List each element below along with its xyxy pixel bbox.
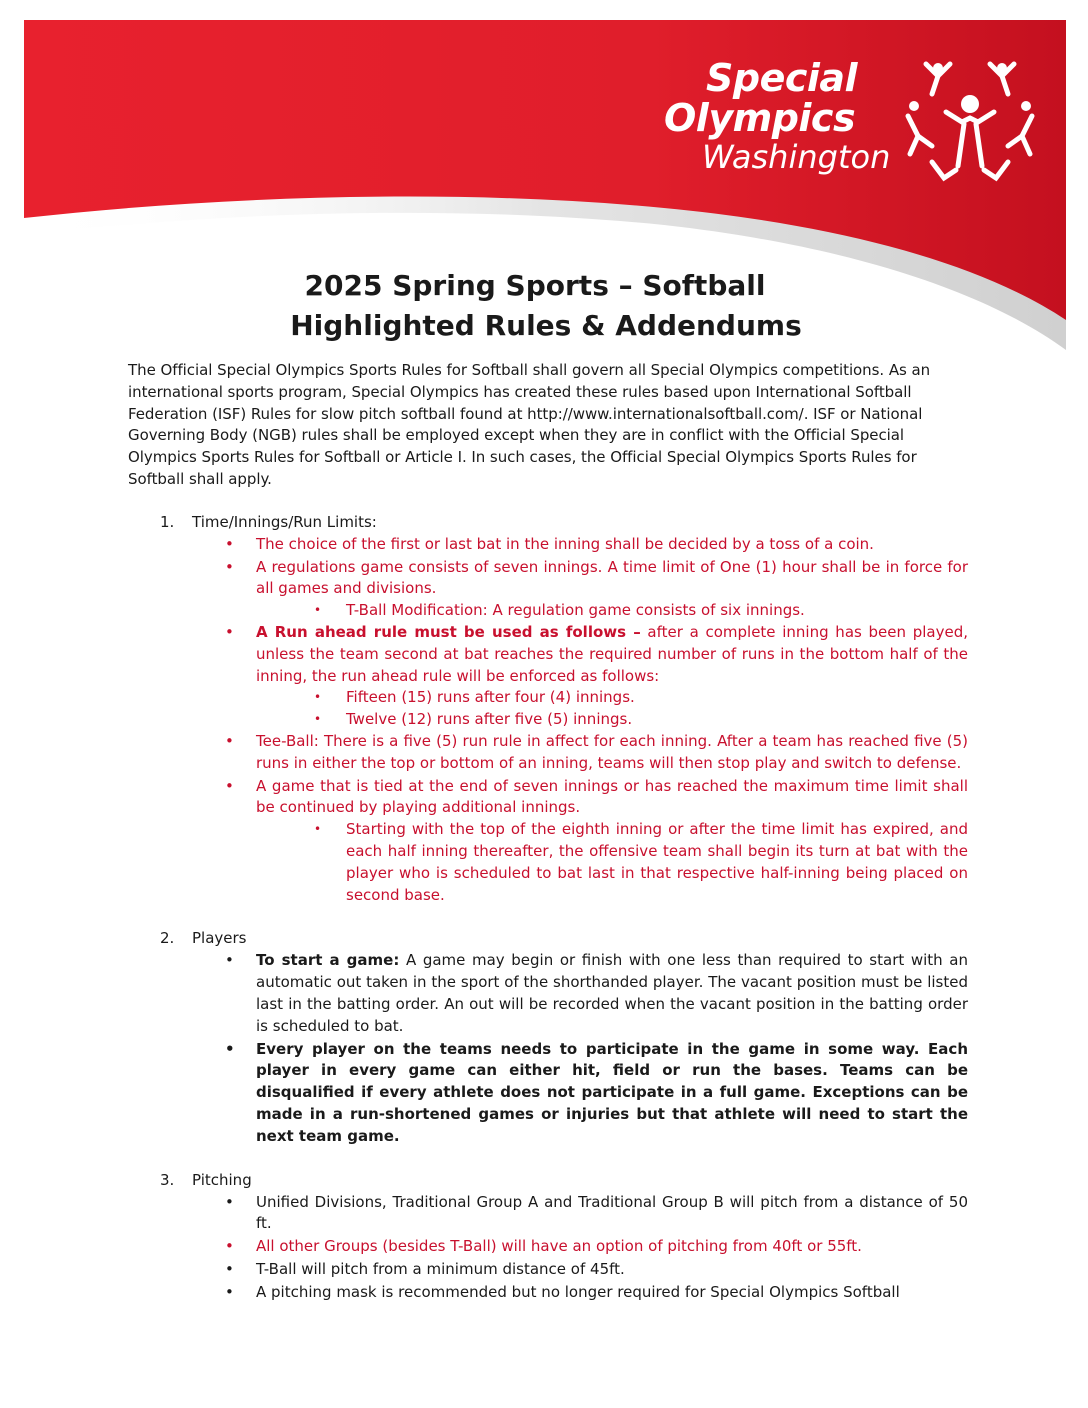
rule-item: • A game that is tied at the end of seven innings or has reached the maximum time limit shall be continued by playing additional innings. [128, 776, 968, 820]
section-pitching [128, 1170, 968, 1304]
rule-text: after a complete inning has been played, unless the team second at bat reaches the required number of runs in the bottom half of the inning, the run ahead rule will be enforced as follows: [256, 622, 968, 685]
rule-item: • Tee-Ball: There is a five (5) run rule in affect for each inning. After a team has reached five (5) runs in either the top or bottom of an inning, teams will then stop play and switch to defense. [128, 731, 968, 775]
rule-lead: To start a game: [256, 951, 400, 970]
sub-rule-item: • Twelve (12) runs after five (5) innings. [128, 709, 968, 731]
intro-paragraph: The Official Special Olympics Sports Rules for Softball shall govern all Special Olympics competitions. As an international sports program, Special Olympics has created these rules based upon International Softball Federation (ISF) Rules for slow pitch softball found at http://www.internationalsoftball.com/. ISF or National Governing Body (NGB) rules shall be employed except when they are in conflict with the Official Special Olympics Sports Rules for Softball or Article I. In such cases, the Official Special Olympics Sports Rules for Softball shall apply. [128, 361, 931, 488]
section-number: 1. [160, 512, 175, 531]
rule-list [128, 534, 968, 907]
section-title: Players [192, 929, 247, 948]
title-line-1: 2025 Spring Sports – Softball [304, 269, 766, 302]
sub-rule-item: • Fifteen (15) runs after four (4) innings. [128, 687, 968, 709]
rule-item: • The choice of the first or last bat in the inning shall be decided by a toss of a coin. [128, 534, 968, 556]
rule-item: • All other Groups (besides T-Ball) will have an option of pitching from 40ft or 55ft. [128, 1236, 968, 1258]
section-heading [128, 512, 968, 534]
brand-line-2: Olympics [664, 96, 856, 140]
section-number: 3. [160, 1170, 175, 1189]
brand-line-3: Washington [702, 138, 891, 176]
page-title [0, 266, 1088, 346]
sub-rule-item: • Starting with the top of the eighth inning or after the time limit has expired, and each half inning thereafter, the offensive team shall begin its turn at bat with the player who is scheduled to bat last in that respective half-inning being placed on second base. [128, 819, 968, 906]
rule-item [128, 950, 968, 1037]
rule-item: • A pitching mask is recommended but no longer required for Special Olympics Softball [128, 1282, 968, 1304]
rule-text: A game may begin or finish with one less than required to start with an automatic out taken in the sport of the shorthanded player. The vacant position must be listed last in the batting order. An out will be recorded when the vacant position in the batting order is scheduled to bat. [256, 951, 968, 1035]
rule-item [128, 622, 968, 687]
document-body [128, 360, 968, 1303]
section-title: Pitching [192, 1170, 252, 1189]
section-time-innings [128, 512, 968, 907]
rule-item: • Unified Divisions, Traditional Group A and Traditional Group B will pitch from a distance of 50 ft. [128, 1192, 968, 1236]
section-heading [128, 928, 968, 950]
special-olympics-logo-icon [902, 54, 1038, 190]
brand-wordmark [664, 58, 890, 176]
section-heading [128, 1170, 968, 1192]
rule-lead: A Run ahead rule must be used as follows – [256, 622, 641, 641]
rule-item: • A regulations game consists of seven innings. A time limit of One (1) hour shall be in force for all games and divisions. [128, 557, 968, 601]
rule-item: • T-Ball will pitch from a minimum distance of 45ft. [128, 1259, 968, 1281]
rule-item: • Every player on the teams needs to participate in the game in some way. Each player in every game can either hit, field or run the bases. Teams can be disqualified if every athlete does not participate in a full game. Exceptions can be made in a run-shortened games or injuries but that athlete will need to start the next team game. [128, 1039, 968, 1148]
section-number: 2. [160, 929, 175, 948]
section-players [128, 928, 968, 1147]
section-title: Time/Innings/Run Limits: [192, 512, 377, 531]
rule-list [128, 1192, 968, 1304]
brand-line-1: Special [706, 56, 858, 100]
rule-list [128, 950, 968, 1147]
spacer [128, 1148, 968, 1170]
title-line-2: Highlighted Rules & Addendums [290, 309, 802, 342]
spacer [128, 906, 968, 928]
sub-rule-item: • T-Ball Modification: A regulation game consists of six innings. [128, 600, 968, 622]
